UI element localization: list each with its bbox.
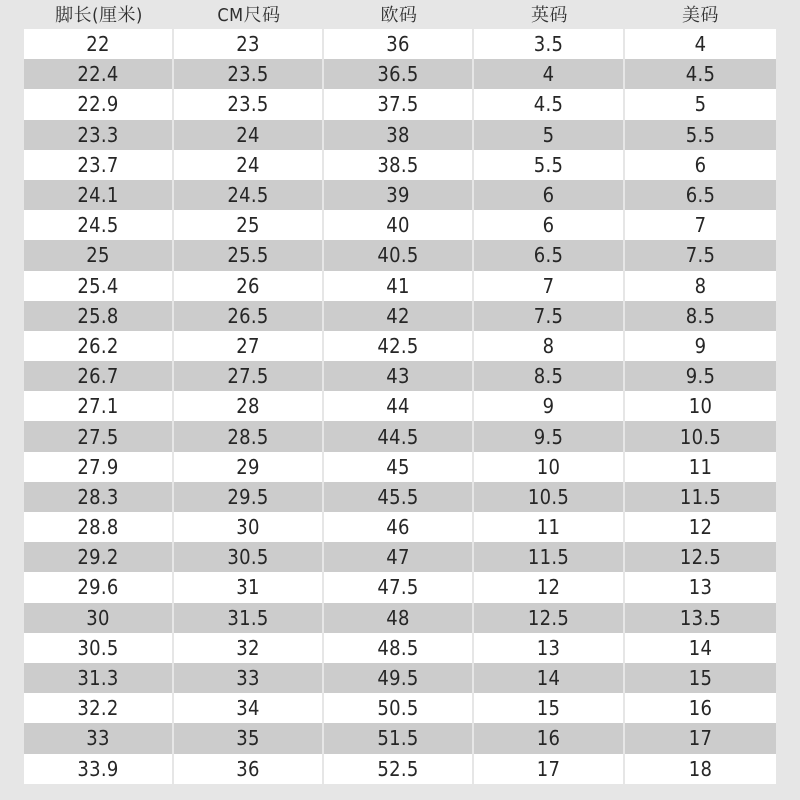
cell-cm-size: 28.5 xyxy=(174,421,324,451)
cell-us-size: 13 xyxy=(625,572,776,602)
cell-us-size: 16 xyxy=(625,693,776,723)
cell-cm-size: 31 xyxy=(174,572,324,602)
cell-uk-size: 6.5 xyxy=(474,240,625,270)
cell-foot-length: 29.2 xyxy=(24,542,174,572)
cell-uk-size: 9.5 xyxy=(474,421,625,451)
cell-eu-size: 45 xyxy=(324,452,474,482)
cell-cm-size: 36 xyxy=(174,754,324,784)
cell-cm-size: 26 xyxy=(174,271,324,301)
cell-us-size: 6.5 xyxy=(625,180,776,210)
header-us-size: 美码 xyxy=(682,5,719,26)
table-row xyxy=(24,542,776,572)
header-uk-size: 英码 xyxy=(531,5,568,26)
cell-us-size: 18 xyxy=(625,754,776,784)
cell-uk-size: 7 xyxy=(474,271,625,301)
size-table xyxy=(24,28,776,784)
table-row xyxy=(24,482,776,512)
cell-uk-size: 8.5 xyxy=(474,361,625,391)
cell-us-size: 7.5 xyxy=(625,240,776,270)
cell-cm-size: 25.5 xyxy=(174,240,324,270)
table-row xyxy=(24,452,776,482)
cell-foot-length: 28.3 xyxy=(24,482,174,512)
cell-us-size: 10.5 xyxy=(625,421,776,451)
cell-foot-length: 32.2 xyxy=(24,693,174,723)
table-row xyxy=(24,240,776,270)
cell-uk-size: 15 xyxy=(474,693,625,723)
cell-eu-size: 44 xyxy=(324,391,474,421)
cell-us-size: 14 xyxy=(625,633,776,663)
header-foot-length: 脚长(厘米) xyxy=(55,5,143,26)
cell-uk-size: 7.5 xyxy=(474,301,625,331)
cell-eu-size: 47 xyxy=(324,542,474,572)
cell-eu-size: 37.5 xyxy=(324,89,474,119)
table-row xyxy=(24,210,776,240)
cell-cm-size: 30 xyxy=(174,512,324,542)
cell-cm-size: 27 xyxy=(174,331,324,361)
cell-uk-size: 5 xyxy=(474,120,625,150)
cell-us-size: 7 xyxy=(625,210,776,240)
cell-foot-length: 26.7 xyxy=(24,361,174,391)
cell-eu-size: 48 xyxy=(324,603,474,633)
cell-cm-size: 24.5 xyxy=(174,180,324,210)
cell-eu-size: 48.5 xyxy=(324,633,474,663)
cell-cm-size: 26.5 xyxy=(174,301,324,331)
cell-uk-size: 9 xyxy=(474,391,625,421)
table-row xyxy=(24,59,776,89)
table-row xyxy=(24,180,776,210)
cell-cm-size: 28 xyxy=(174,391,324,421)
cell-eu-size: 43 xyxy=(324,361,474,391)
cell-cm-size: 27.5 xyxy=(174,361,324,391)
header-eu-size: 欧码 xyxy=(380,5,418,26)
cell-cm-size: 23.5 xyxy=(174,59,324,89)
table-row xyxy=(24,120,776,150)
table-row xyxy=(24,754,776,784)
cell-us-size: 17 xyxy=(625,723,776,753)
cell-cm-size: 24 xyxy=(174,150,324,180)
cell-us-size: 5 xyxy=(625,89,776,119)
cell-eu-size: 49.5 xyxy=(324,663,474,693)
cell-foot-length: 27.1 xyxy=(24,391,174,421)
cell-eu-size: 39 xyxy=(324,180,474,210)
cell-cm-size: 29 xyxy=(174,452,324,482)
cell-cm-size: 23.5 xyxy=(174,89,324,119)
cell-foot-length: 30 xyxy=(24,603,174,633)
cell-eu-size: 52.5 xyxy=(324,754,474,784)
cell-eu-size: 45.5 xyxy=(324,482,474,512)
cell-cm-size: 33 xyxy=(174,663,324,693)
cell-us-size: 11 xyxy=(625,452,776,482)
cell-us-size: 9.5 xyxy=(625,361,776,391)
cell-uk-size: 10.5 xyxy=(474,482,625,512)
table-row xyxy=(24,361,776,391)
cell-eu-size: 51.5 xyxy=(324,723,474,753)
cell-uk-size: 11 xyxy=(474,512,625,542)
cell-cm-size: 35 xyxy=(174,723,324,753)
cell-foot-length: 27.9 xyxy=(24,452,174,482)
cell-foot-length: 22.4 xyxy=(24,59,174,89)
cell-us-size: 6 xyxy=(625,150,776,180)
cell-us-size: 15 xyxy=(625,663,776,693)
cell-cm-size: 29.5 xyxy=(174,482,324,512)
cell-us-size: 11.5 xyxy=(625,482,776,512)
cell-uk-size: 12 xyxy=(474,572,625,602)
cell-uk-size: 4 xyxy=(474,59,625,89)
cell-cm-size: 30.5 xyxy=(174,542,324,572)
cell-eu-size: 42 xyxy=(324,301,474,331)
cell-us-size: 12.5 xyxy=(625,542,776,572)
cell-foot-length: 24.5 xyxy=(24,210,174,240)
table-row xyxy=(24,331,776,361)
cell-eu-size: 42.5 xyxy=(324,331,474,361)
cell-eu-size: 38.5 xyxy=(324,150,474,180)
cell-eu-size: 44.5 xyxy=(324,421,474,451)
cell-foot-length: 31.3 xyxy=(24,663,174,693)
cell-foot-length: 25 xyxy=(24,240,174,270)
cell-foot-length: 23.7 xyxy=(24,150,174,180)
cell-uk-size: 4.5 xyxy=(474,89,625,119)
table-row xyxy=(24,693,776,723)
cell-us-size: 13.5 xyxy=(625,603,776,633)
table-row xyxy=(24,29,776,59)
header-cm-size: CM尺码 xyxy=(217,5,281,26)
cell-uk-size: 6 xyxy=(474,180,625,210)
cell-us-size: 5.5 xyxy=(625,120,776,150)
cell-cm-size: 34 xyxy=(174,693,324,723)
cell-uk-size: 12.5 xyxy=(474,603,625,633)
cell-foot-length: 25.8 xyxy=(24,301,174,331)
table-row xyxy=(24,663,776,693)
cell-foot-length: 22.9 xyxy=(24,89,174,119)
cell-eu-size: 50.5 xyxy=(324,693,474,723)
cell-us-size: 10 xyxy=(625,391,776,421)
cell-uk-size: 10 xyxy=(474,452,625,482)
table-row xyxy=(24,633,776,663)
cell-foot-length: 33.9 xyxy=(24,754,174,784)
table-row xyxy=(24,421,776,451)
table-row xyxy=(24,723,776,753)
table-header xyxy=(24,0,776,28)
cell-cm-size: 25 xyxy=(174,210,324,240)
cell-foot-length: 26.2 xyxy=(24,331,174,361)
cell-foot-length: 33 xyxy=(24,723,174,753)
cell-foot-length: 27.5 xyxy=(24,421,174,451)
cell-eu-size: 38 xyxy=(324,120,474,150)
cell-eu-size: 47.5 xyxy=(324,572,474,602)
cell-eu-size: 41 xyxy=(324,271,474,301)
cell-eu-size: 36.5 xyxy=(324,59,474,89)
cell-foot-length: 30.5 xyxy=(24,633,174,663)
cell-us-size: 9 xyxy=(625,331,776,361)
cell-eu-size: 40 xyxy=(324,210,474,240)
cell-cm-size: 31.5 xyxy=(174,603,324,633)
table-row xyxy=(24,603,776,633)
cell-uk-size: 5.5 xyxy=(474,150,625,180)
cell-uk-size: 8 xyxy=(474,331,625,361)
cell-eu-size: 36 xyxy=(324,29,474,59)
cell-eu-size: 46 xyxy=(324,512,474,542)
cell-uk-size: 14 xyxy=(474,663,625,693)
cell-uk-size: 6 xyxy=(474,210,625,240)
table-row xyxy=(24,572,776,602)
table-row xyxy=(24,391,776,421)
cell-cm-size: 32 xyxy=(174,633,324,663)
table-row xyxy=(24,271,776,301)
cell-foot-length: 29.6 xyxy=(24,572,174,602)
cell-foot-length: 23.3 xyxy=(24,120,174,150)
cell-us-size: 4.5 xyxy=(625,59,776,89)
table-row xyxy=(24,150,776,180)
cell-cm-size: 24 xyxy=(174,120,324,150)
cell-uk-size: 11.5 xyxy=(474,542,625,572)
cell-foot-length: 22 xyxy=(24,29,174,59)
table-row xyxy=(24,301,776,331)
cell-us-size: 12 xyxy=(625,512,776,542)
cell-eu-size: 40.5 xyxy=(324,240,474,270)
cell-us-size: 4 xyxy=(625,29,776,59)
cell-uk-size: 17 xyxy=(474,754,625,784)
cell-uk-size: 13 xyxy=(474,633,625,663)
cell-cm-size: 23 xyxy=(174,29,324,59)
cell-foot-length: 24.1 xyxy=(24,180,174,210)
cell-foot-length: 25.4 xyxy=(24,271,174,301)
cell-uk-size: 3.5 xyxy=(474,29,625,59)
cell-uk-size: 16 xyxy=(474,723,625,753)
table-row xyxy=(24,512,776,542)
cell-us-size: 8 xyxy=(625,271,776,301)
table-row xyxy=(24,89,776,119)
cell-us-size: 8.5 xyxy=(625,301,776,331)
cell-foot-length: 28.8 xyxy=(24,512,174,542)
